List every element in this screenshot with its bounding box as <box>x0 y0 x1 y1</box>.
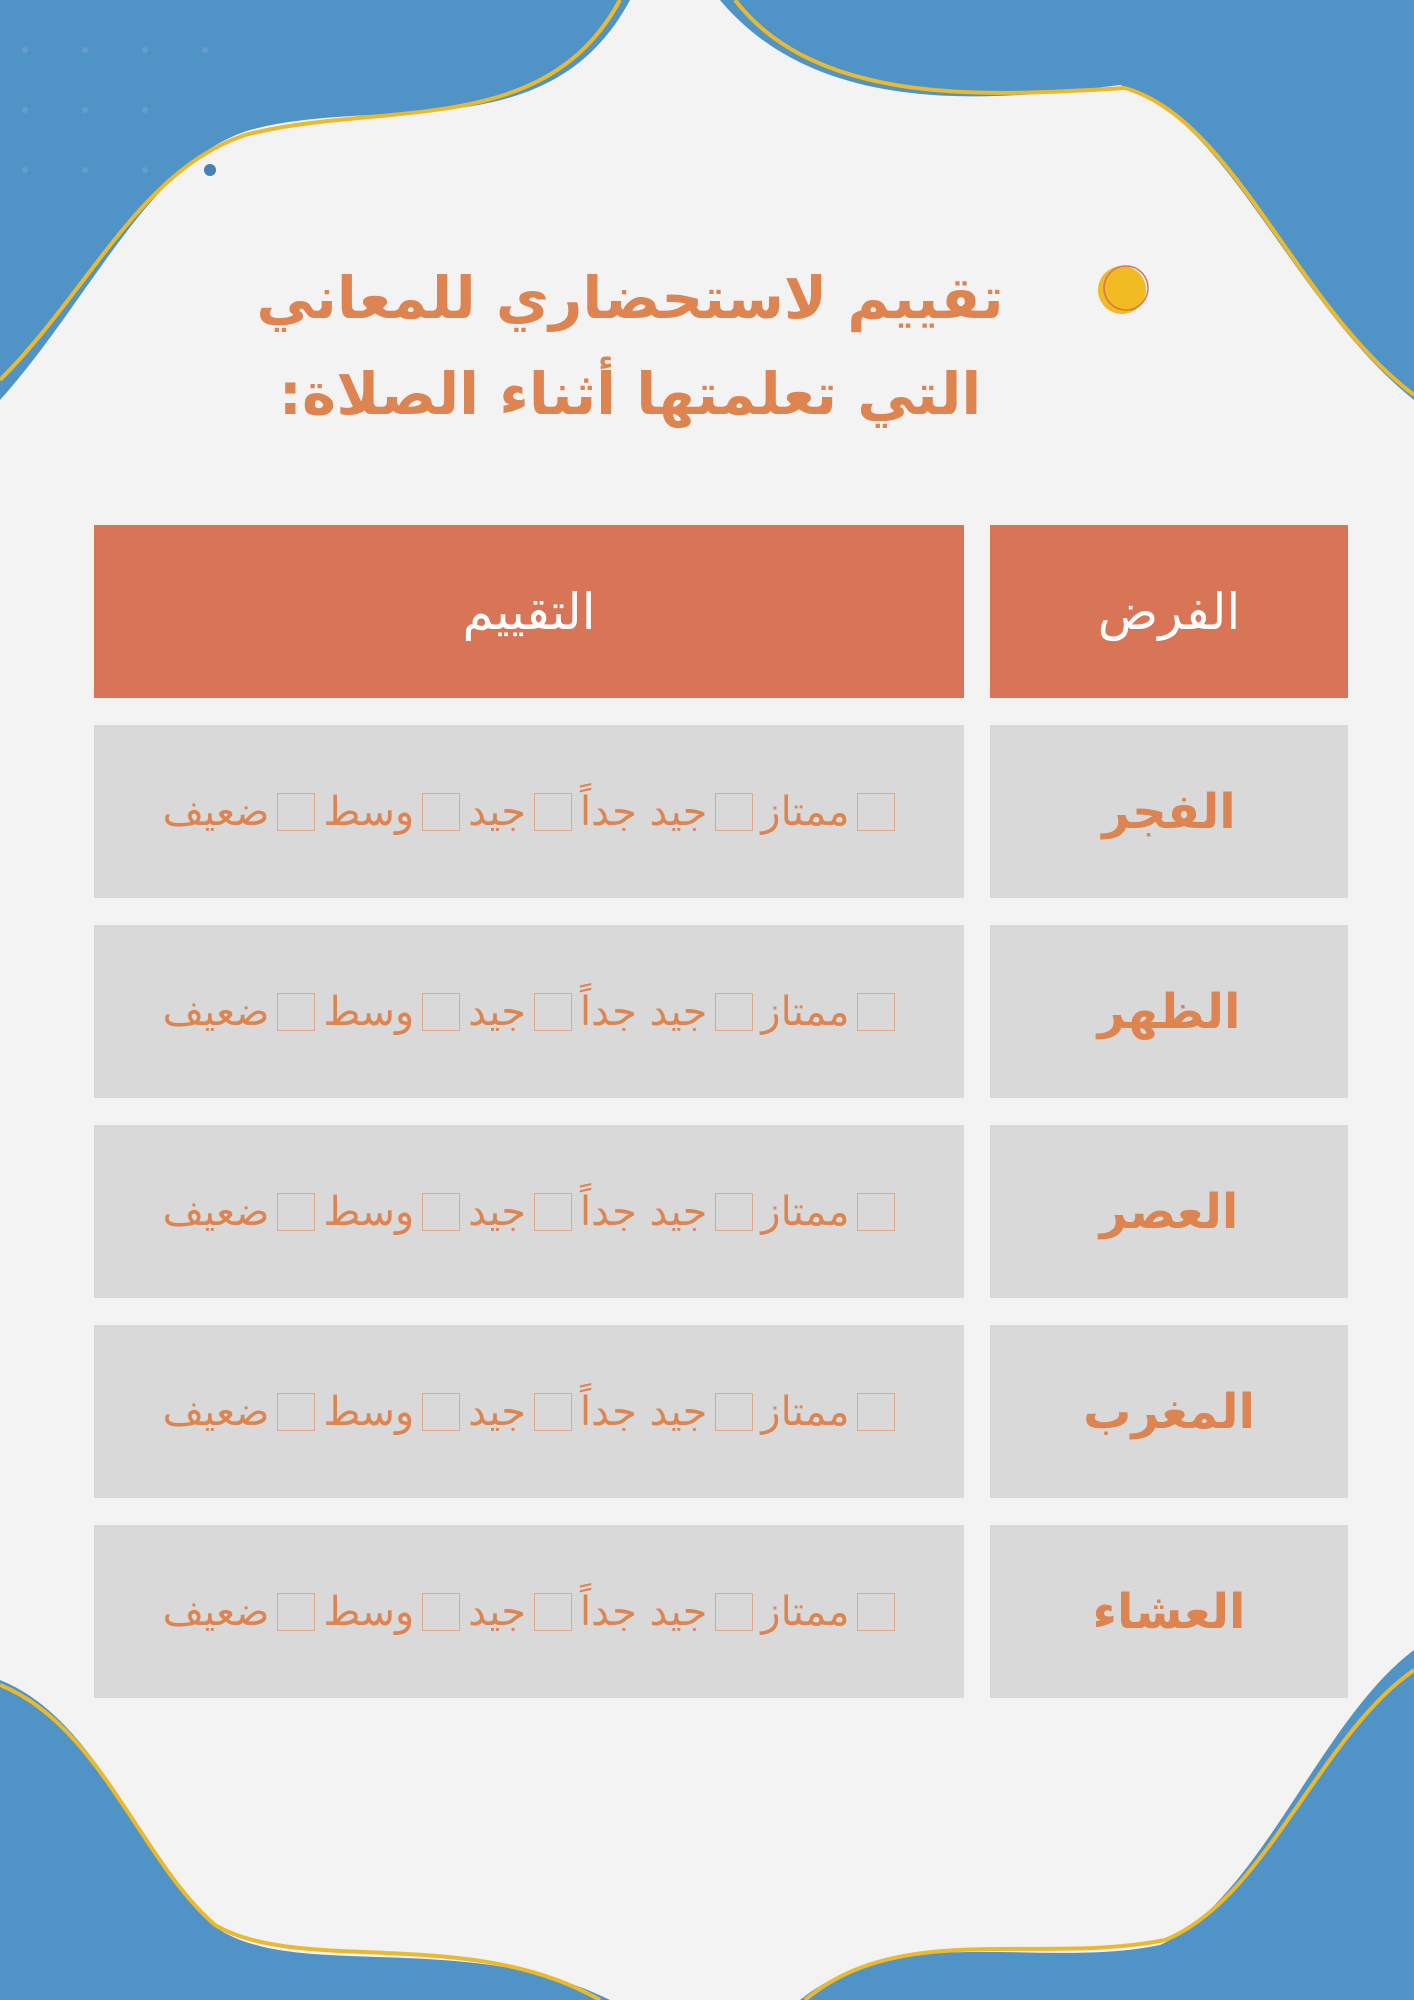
rating-checkbox[interactable] <box>422 793 460 831</box>
rating-checkbox[interactable] <box>534 793 572 831</box>
rating-option-label: جيد <box>468 1388 526 1435</box>
prayer-cell <box>990 1325 1348 1498</box>
rating-option-label: جيد جداً <box>579 1188 708 1235</box>
prayer-cell <box>990 925 1348 1098</box>
rating-option-label: جيد <box>468 1188 526 1235</box>
rating-cell <box>94 1125 964 1298</box>
rating-checkbox[interactable] <box>422 1593 460 1631</box>
rating-checkbox[interactable] <box>715 793 753 831</box>
prayer-name: الظهر <box>1097 983 1241 1040</box>
prayer-cell <box>990 1125 1348 1298</box>
rating-option-label: ضعيف <box>162 788 270 835</box>
rating-option-label: جيد <box>468 988 526 1035</box>
rating-checkbox[interactable] <box>715 993 753 1031</box>
rating-option-label: وسط <box>323 1588 415 1635</box>
prayer-cell <box>990 725 1348 898</box>
rating-checkbox[interactable] <box>857 1593 895 1631</box>
header-prayer-label: الفرض <box>1097 582 1241 641</box>
rating-option-label: ضعيف <box>162 988 270 1035</box>
rating-checkbox[interactable] <box>857 793 895 831</box>
rating-option-label: ممتاز <box>761 1388 850 1435</box>
rating-option-label: ممتاز <box>761 1188 850 1235</box>
rating-cell <box>94 1525 964 1698</box>
prayer-name: الفجر <box>1102 783 1236 840</box>
rating-option-label: وسط <box>323 988 415 1035</box>
header-rating <box>94 525 964 698</box>
rating-checkbox[interactable] <box>422 1393 460 1431</box>
rating-option-label: ممتاز <box>761 788 850 835</box>
rating-checkbox[interactable] <box>715 1193 753 1231</box>
rating-checkbox[interactable] <box>422 1193 460 1231</box>
rating-options <box>163 1389 896 1435</box>
prayer-name: المغرب <box>1083 1383 1255 1440</box>
rating-option-label: جيد جداً <box>579 988 708 1035</box>
rating-option-label: ضعيف <box>162 1388 270 1435</box>
rating-option-label: ممتاز <box>761 988 850 1035</box>
rating-checkbox[interactable] <box>534 1393 572 1431</box>
rating-checkbox[interactable] <box>857 1193 895 1231</box>
rating-checkbox[interactable] <box>277 1393 315 1431</box>
prayer-name: العشاء <box>1092 1583 1246 1640</box>
title-line-2: التي تعلمتها أثناء الصلاة: <box>278 360 982 428</box>
title-line-1: تقييم لاستحضاري للمعاني <box>256 264 1004 332</box>
rating-checkbox[interactable] <box>277 1593 315 1631</box>
rating-option-label: جيد <box>468 1588 526 1635</box>
rating-cell <box>94 925 964 1098</box>
rating-checkbox[interactable] <box>857 993 895 1031</box>
rating-checkbox[interactable] <box>277 993 315 1031</box>
rating-option-label: وسط <box>323 1188 415 1235</box>
rating-checkbox[interactable] <box>534 1593 572 1631</box>
rating-option-label: جيد جداً <box>579 1388 708 1435</box>
rating-option-label: جيد جداً <box>579 1588 708 1635</box>
rating-checkbox[interactable] <box>277 1193 315 1231</box>
header-rating-label: التقييم <box>462 582 596 641</box>
rating-options <box>163 1589 896 1635</box>
rating-option-label: جيد جداً <box>579 788 708 835</box>
rating-option-label: وسط <box>323 1388 415 1435</box>
rating-option-label: ضعيف <box>162 1188 270 1235</box>
rating-option-label: ضعيف <box>162 1588 270 1635</box>
title-bullet-icon <box>1096 262 1150 316</box>
rating-checkbox[interactable] <box>534 993 572 1031</box>
rating-option-label: جيد <box>468 788 526 835</box>
rating-cell <box>94 725 964 898</box>
rating-checkbox[interactable] <box>534 1193 572 1231</box>
rating-checkbox[interactable] <box>422 993 460 1031</box>
rating-option-label: ممتاز <box>761 1588 850 1635</box>
prayer-name: العصر <box>1099 1183 1239 1240</box>
page-title <box>180 250 1080 442</box>
rating-checkbox[interactable] <box>715 1393 753 1431</box>
prayer-cell <box>990 1525 1348 1698</box>
rating-options <box>163 789 896 835</box>
rating-options <box>163 1189 896 1235</box>
rating-checkbox[interactable] <box>857 1393 895 1431</box>
rating-option-label: وسط <box>323 788 415 835</box>
header-prayer <box>990 525 1348 698</box>
rating-checkbox[interactable] <box>715 1593 753 1631</box>
rating-checkbox[interactable] <box>277 793 315 831</box>
rating-cell <box>94 1325 964 1498</box>
rating-options <box>163 989 896 1035</box>
